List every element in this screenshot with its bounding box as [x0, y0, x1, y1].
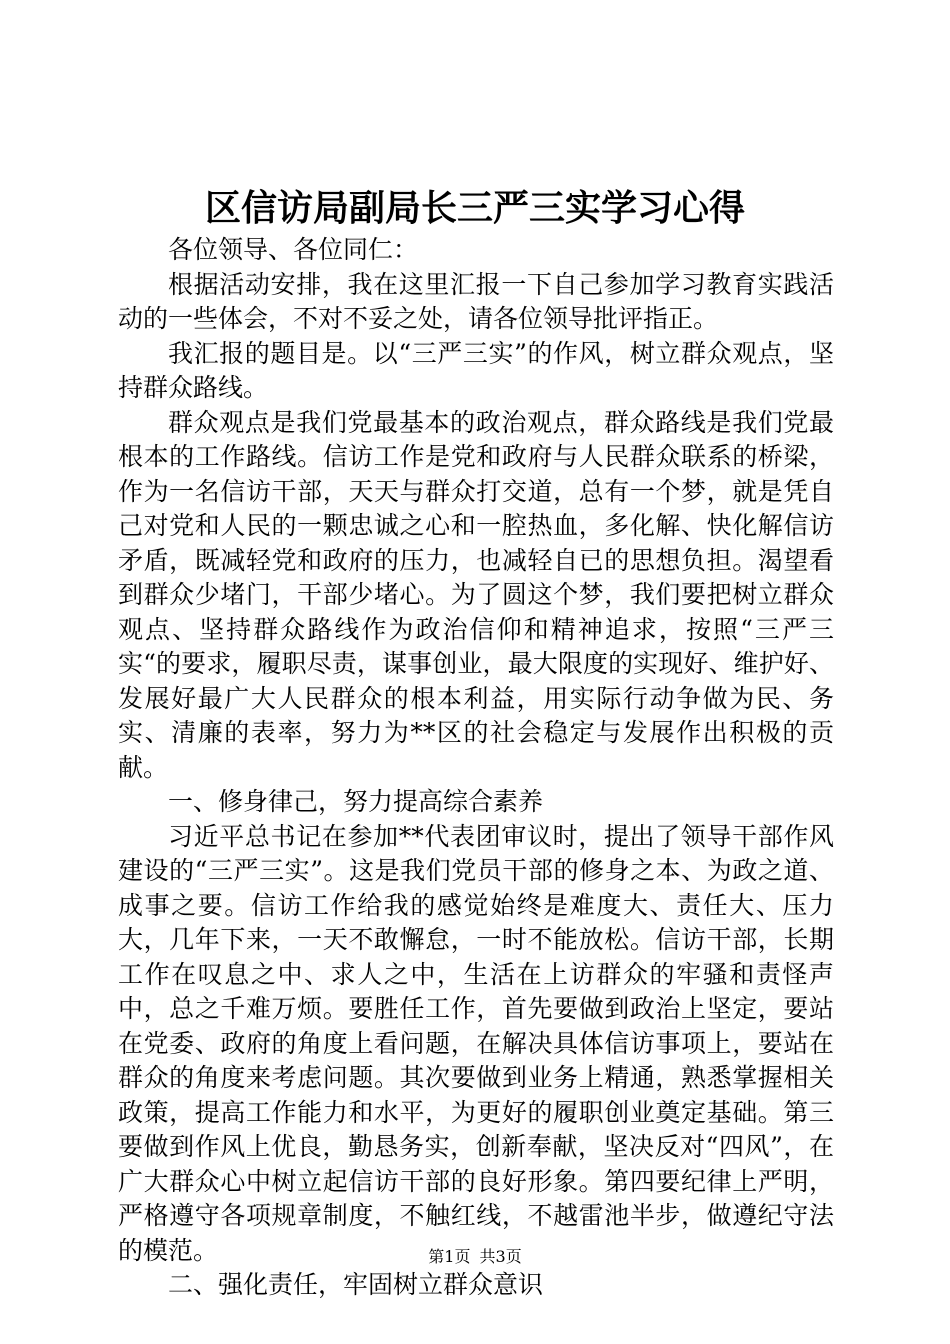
paragraph-salutation: 各位领导、各位同仁： — [168, 235, 419, 264]
document-body — [118, 233, 834, 1303]
paragraph-intro: 根据活动安排，我在这里汇报一下自己参加学习教育实践活动的一些体会，不对不妥之处，请各位领导批评指正。 — [118, 269, 834, 333]
paragraph-topic: 我汇报的题目是。以“三严三实”的作风，树立群众观点，坚持群众路线。 — [118, 338, 834, 402]
page-footer — [0, 1244, 950, 1267]
page-number: 第1页 — [428, 1247, 471, 1266]
section-heading-2: 二、强化责任，牢固树立群众意识 — [168, 1270, 544, 1299]
document-title: 区信访局副局长三严三实学习心得 — [204, 187, 745, 229]
section-heading-1: 一、修身律己，努力提高综合素养 — [168, 787, 544, 816]
paragraph-section-1: 习近平总书记在参加**代表团审议时，提出了领导干部作风建设的“三严三实”。这是我们党员干部的修身之本、为政之道、成事之要。信访工作给我的感觉始终是难度大、责任大、压力大，几年下来，一天不敢懈怠，一时不能放松。信访干部，长期工作在叹息之中、求人之中，生活在上访群众的牢骚和责怪声中，总之千难万烦。要胜任工作，首先要做到政治上坚定，要站在党委、政府的角度上看问题，在解决具体信访事项上，要站在群众的角度来考虑问题。其次要做到业务上精通，熟悉掌握相关政策，提高工作能力和水平，为更好的履职创业奠定基础。第三要做到作风上优良，勤恳务实，创新奉献，坚决反对“四风”，在广大群众心中树立起信访干部的良好形象。第四要纪律上严明，严格遵守各项规章制度，不触红线，不越雷池半步，做遵纪守法的模范。 — [118, 821, 834, 1265]
page-total: 共3页 — [479, 1247, 522, 1266]
paragraph-mass-viewpoint: 群众观点是我们党最基本的政治观点，群众路线是我们党最根本的工作路线。信访工作是党和政府与人民群众联系的桥梁，作为一名信访干部，天天与群众打交道，总有一个梦，就是凭自己对党和人民的一颗忠诚之心和一腔热血，多化解、快化解信访矛盾，既减轻党和政府的压力，也减轻自已的思想负担。渴望看到群众少堵门，干部少堵心。为了圆这个梦，我们要把树立群众观点、坚持群众路线作为政治信仰和精神追求，按照“三严三实“的要求，履职尽责，谋事创业，最大限度的实现好、维护好、发展好最广大人民群众的根本利益，用实际行动争做为民、务实、清廉的表率，努力为**区的社会稳定与发展作出积极的贡献。 — [118, 407, 834, 782]
